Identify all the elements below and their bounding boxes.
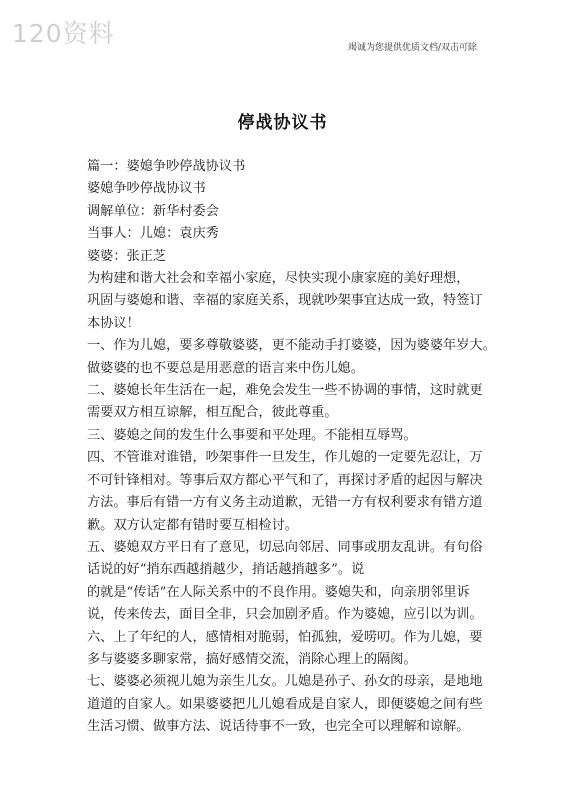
body-line: 二、婆媳长年生活在一起，难免会发生一些不协调的事情，这时就更: [87, 383, 483, 399]
header-note: 竭诚为您提供优质文档/双击可除: [347, 43, 477, 53]
body-line: 六、上了年纪的人，感情相对脆弱，怕孤独，爱唠叨。作为儿媳，要: [87, 629, 483, 645]
body-line: 为构建和谐大社会和幸福小家庭，尽快实现小康家庭的美好理想，: [87, 271, 470, 287]
watermark-logo: 120资料: [12, 19, 115, 48]
body-line: 篇一：婆媳争吵停战协议书: [87, 159, 246, 174]
body-line: 当事人：儿媳：袁庆秀: [87, 226, 219, 242]
body-line: 需要双方相互谅解，相互配合，彼此尊重。: [87, 405, 338, 421]
body-line: 不可针锋相对。等事后双方都心平气和了，再探讨矛盾的起因与解决: [87, 472, 483, 488]
body-line: 歉。双方认定都有错时要互相检讨。: [87, 517, 298, 533]
body-line: 的就是“传话”在人际关系中的不良作用。婆媳失和，向亲朋邻里诉: [87, 584, 470, 600]
body-line: 三、婆媳之间的发生什么事要和平处理。不能相互辱骂。: [87, 427, 417, 443]
body-line: 婆婆：张正芝: [87, 248, 167, 264]
body-line: 巩固与婆媳和谐、幸福的家庭关系，现就吵架事宜达成一致，特签订: [87, 293, 483, 309]
body-line: 做婆婆的也不要总是用恶意的语言来中伤儿媳。: [87, 360, 364, 376]
body-line: 一、作为儿媳，要多尊敬婆婆，更不能动手打婆婆，因为婆婆年岁大。: [87, 338, 496, 354]
body-line: 五、婆媳双方平日有了意见，切忌向邻居、同事或朋友乱讲。有句俗: [87, 539, 483, 555]
body-line: 话说的好“捎东西越捎越少，捎话越捎越多”。说: [87, 562, 365, 578]
body-line: 婆媳争吵停战协议书: [87, 181, 206, 197]
body-line: 七、婆婆必须视儿媳为亲生儿女。儿媳是孙子、孙女的母亲，是地地: [87, 674, 483, 690]
body-line: 说，传来传去，面目全非，只会加剧矛盾。作为婆媳，应引以为训。: [87, 607, 483, 623]
body-line: 生活习惯、做事方法、说话待事不一致，也完全可以理解和谅解。: [87, 719, 470, 735]
document-title: 停战协议书: [237, 113, 328, 133]
body-line: 四、不管谁对谁错，吵架事件一旦发生，作儿媳的一定要先忍让，万: [87, 450, 483, 466]
body-line: 多与婆婆多聊家常，搞好感情交流，消除心理上的隔阂。: [87, 651, 417, 667]
body-line: 调解单位：新华村委会: [87, 203, 219, 219]
body-line: 本协议！: [87, 315, 140, 331]
body-line: 道道的自家人。如果婆婆把儿儿媳看成是自家人，即便婆媳之间有些: [87, 696, 483, 712]
body-line: 方法。事后有错一方有义务主动道歉，无错一方有权利要求有错方道: [87, 495, 483, 511]
document-body: [87, 156, 495, 739]
